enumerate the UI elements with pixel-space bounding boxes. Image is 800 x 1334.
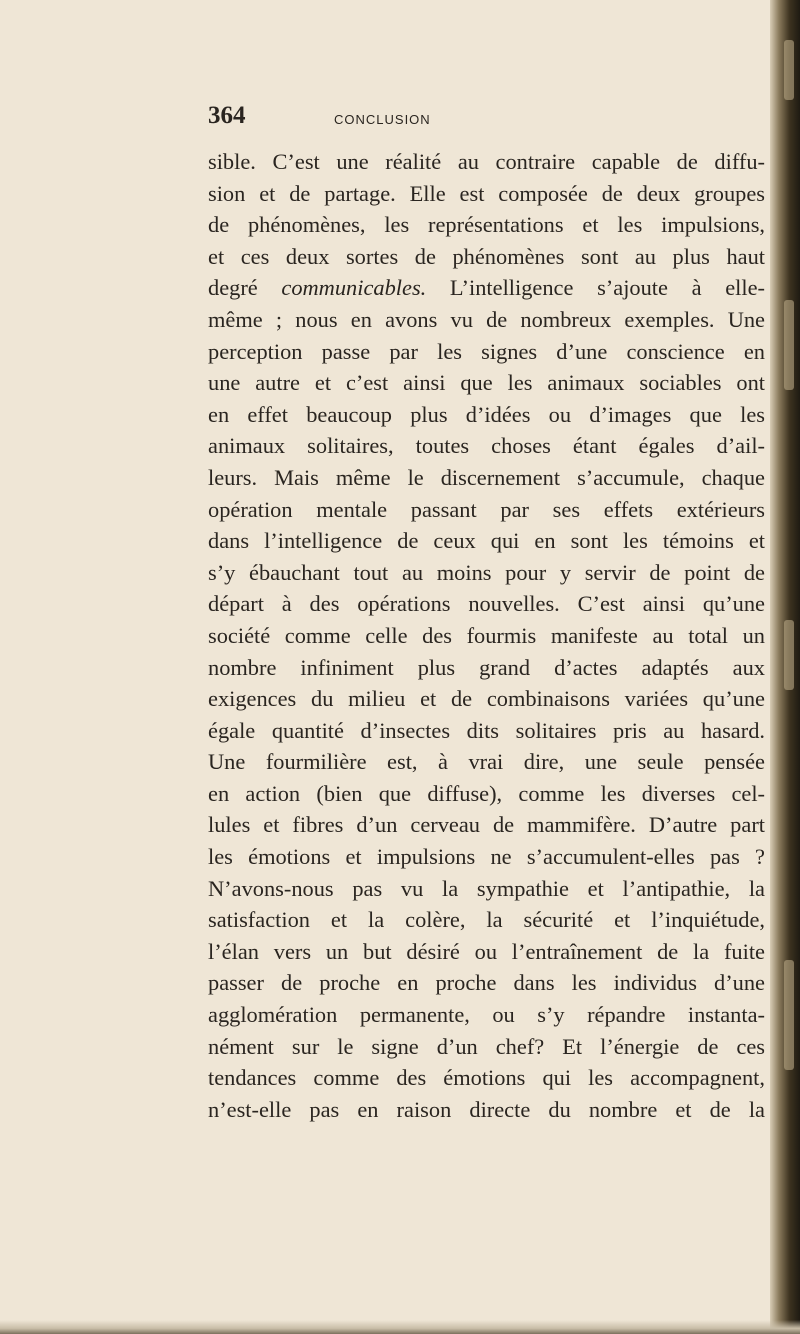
text-line: animaux solitaires, toutes choses étant égales d’ail-	[208, 433, 765, 459]
text-line: sion et de partage. Elle est composée de deux groupes	[208, 180, 765, 206]
text-fragment: degré	[208, 275, 282, 301]
italic-term: communicables.	[281, 275, 427, 301]
text-line: lules et fibres d’un cerveau de mammifère. D’autre part	[208, 812, 765, 838]
body-text	[208, 146, 765, 1125]
running-head: CONCLUSION	[334, 112, 431, 127]
page-header	[208, 102, 768, 142]
text-line: dans l’intelligence de ceux qui en sont les témoins et	[208, 528, 765, 554]
text-line: les émotions et impulsions ne s’accumulent-elles pas ?	[208, 844, 765, 870]
text-line: même ; nous en avons vu de nombreux exemples. Une	[208, 306, 765, 332]
binding-edge	[770, 0, 800, 1334]
text-line: Une fourmilière est, à vrai dire, une seule pensée	[208, 749, 765, 775]
text-line: de phénomènes, les représentations et les impulsions,	[208, 212, 765, 238]
text-line: départ à des opérations nouvelles. C’est ainsi qu’une	[208, 591, 765, 617]
text-line: société comme celle des fourmis manifeste au total un	[208, 622, 765, 648]
page-bottom-shadow	[0, 1320, 800, 1334]
text-line: égale quantité d’insectes dits solitaires pris au hasard.	[208, 717, 765, 743]
text-line: exigences du milieu et de combinaisons variées qu’une	[208, 686, 765, 712]
text-line: N’avons-nous pas vu la sympathie et l’antipathie, la	[208, 875, 765, 901]
text-line: agglomération permanente, ou s’y répandre instanta-	[208, 1002, 765, 1028]
text-line: une autre et c’est ainsi que les animaux sociables ont	[208, 370, 765, 396]
text-fragment: L’intelligence s’ajoute à elle-	[426, 275, 765, 301]
text-line: perception passe par les signes d’une conscience en	[208, 338, 765, 364]
text-line: n’est-elle pas en raison directe du nombre et de la	[208, 1096, 765, 1122]
text-line: l’élan vers un but désiré ou l’entraînement de la fuite	[208, 938, 765, 964]
text-line: opération mentale passant par ses effets extérieurs	[208, 496, 765, 522]
text-line: leurs. Mais même le discernement s’accumule, chaque	[208, 464, 765, 490]
text-line: satisfaction et la colère, la sécurité et l’inquiétude,	[208, 907, 765, 933]
text-line	[208, 272, 765, 304]
page-number: 364	[208, 102, 246, 129]
text-line: passer de proche en proche dans les individus d’une	[208, 970, 765, 996]
text-line: en effet beaucoup plus d’idées ou d’images que les	[208, 401, 765, 427]
text-line: nombre infiniment plus grand d’actes adaptés aux	[208, 654, 765, 680]
text-line: en action (bien que diffuse), comme les diverses cel-	[208, 780, 765, 806]
text-line: et ces deux sortes de phénomènes sont au plus haut	[208, 243, 765, 269]
text-line: s’y ébauchant tout au moins pour y servir de point de	[208, 559, 765, 585]
text-line: nément sur le signe d’un chef? Et l’énergie de ces	[208, 1033, 765, 1059]
text-line: tendances comme des émotions qui les accompagnent,	[208, 1065, 765, 1091]
text-line: sible. C’est une réalité au contraire capable de diffu-	[208, 149, 765, 174]
